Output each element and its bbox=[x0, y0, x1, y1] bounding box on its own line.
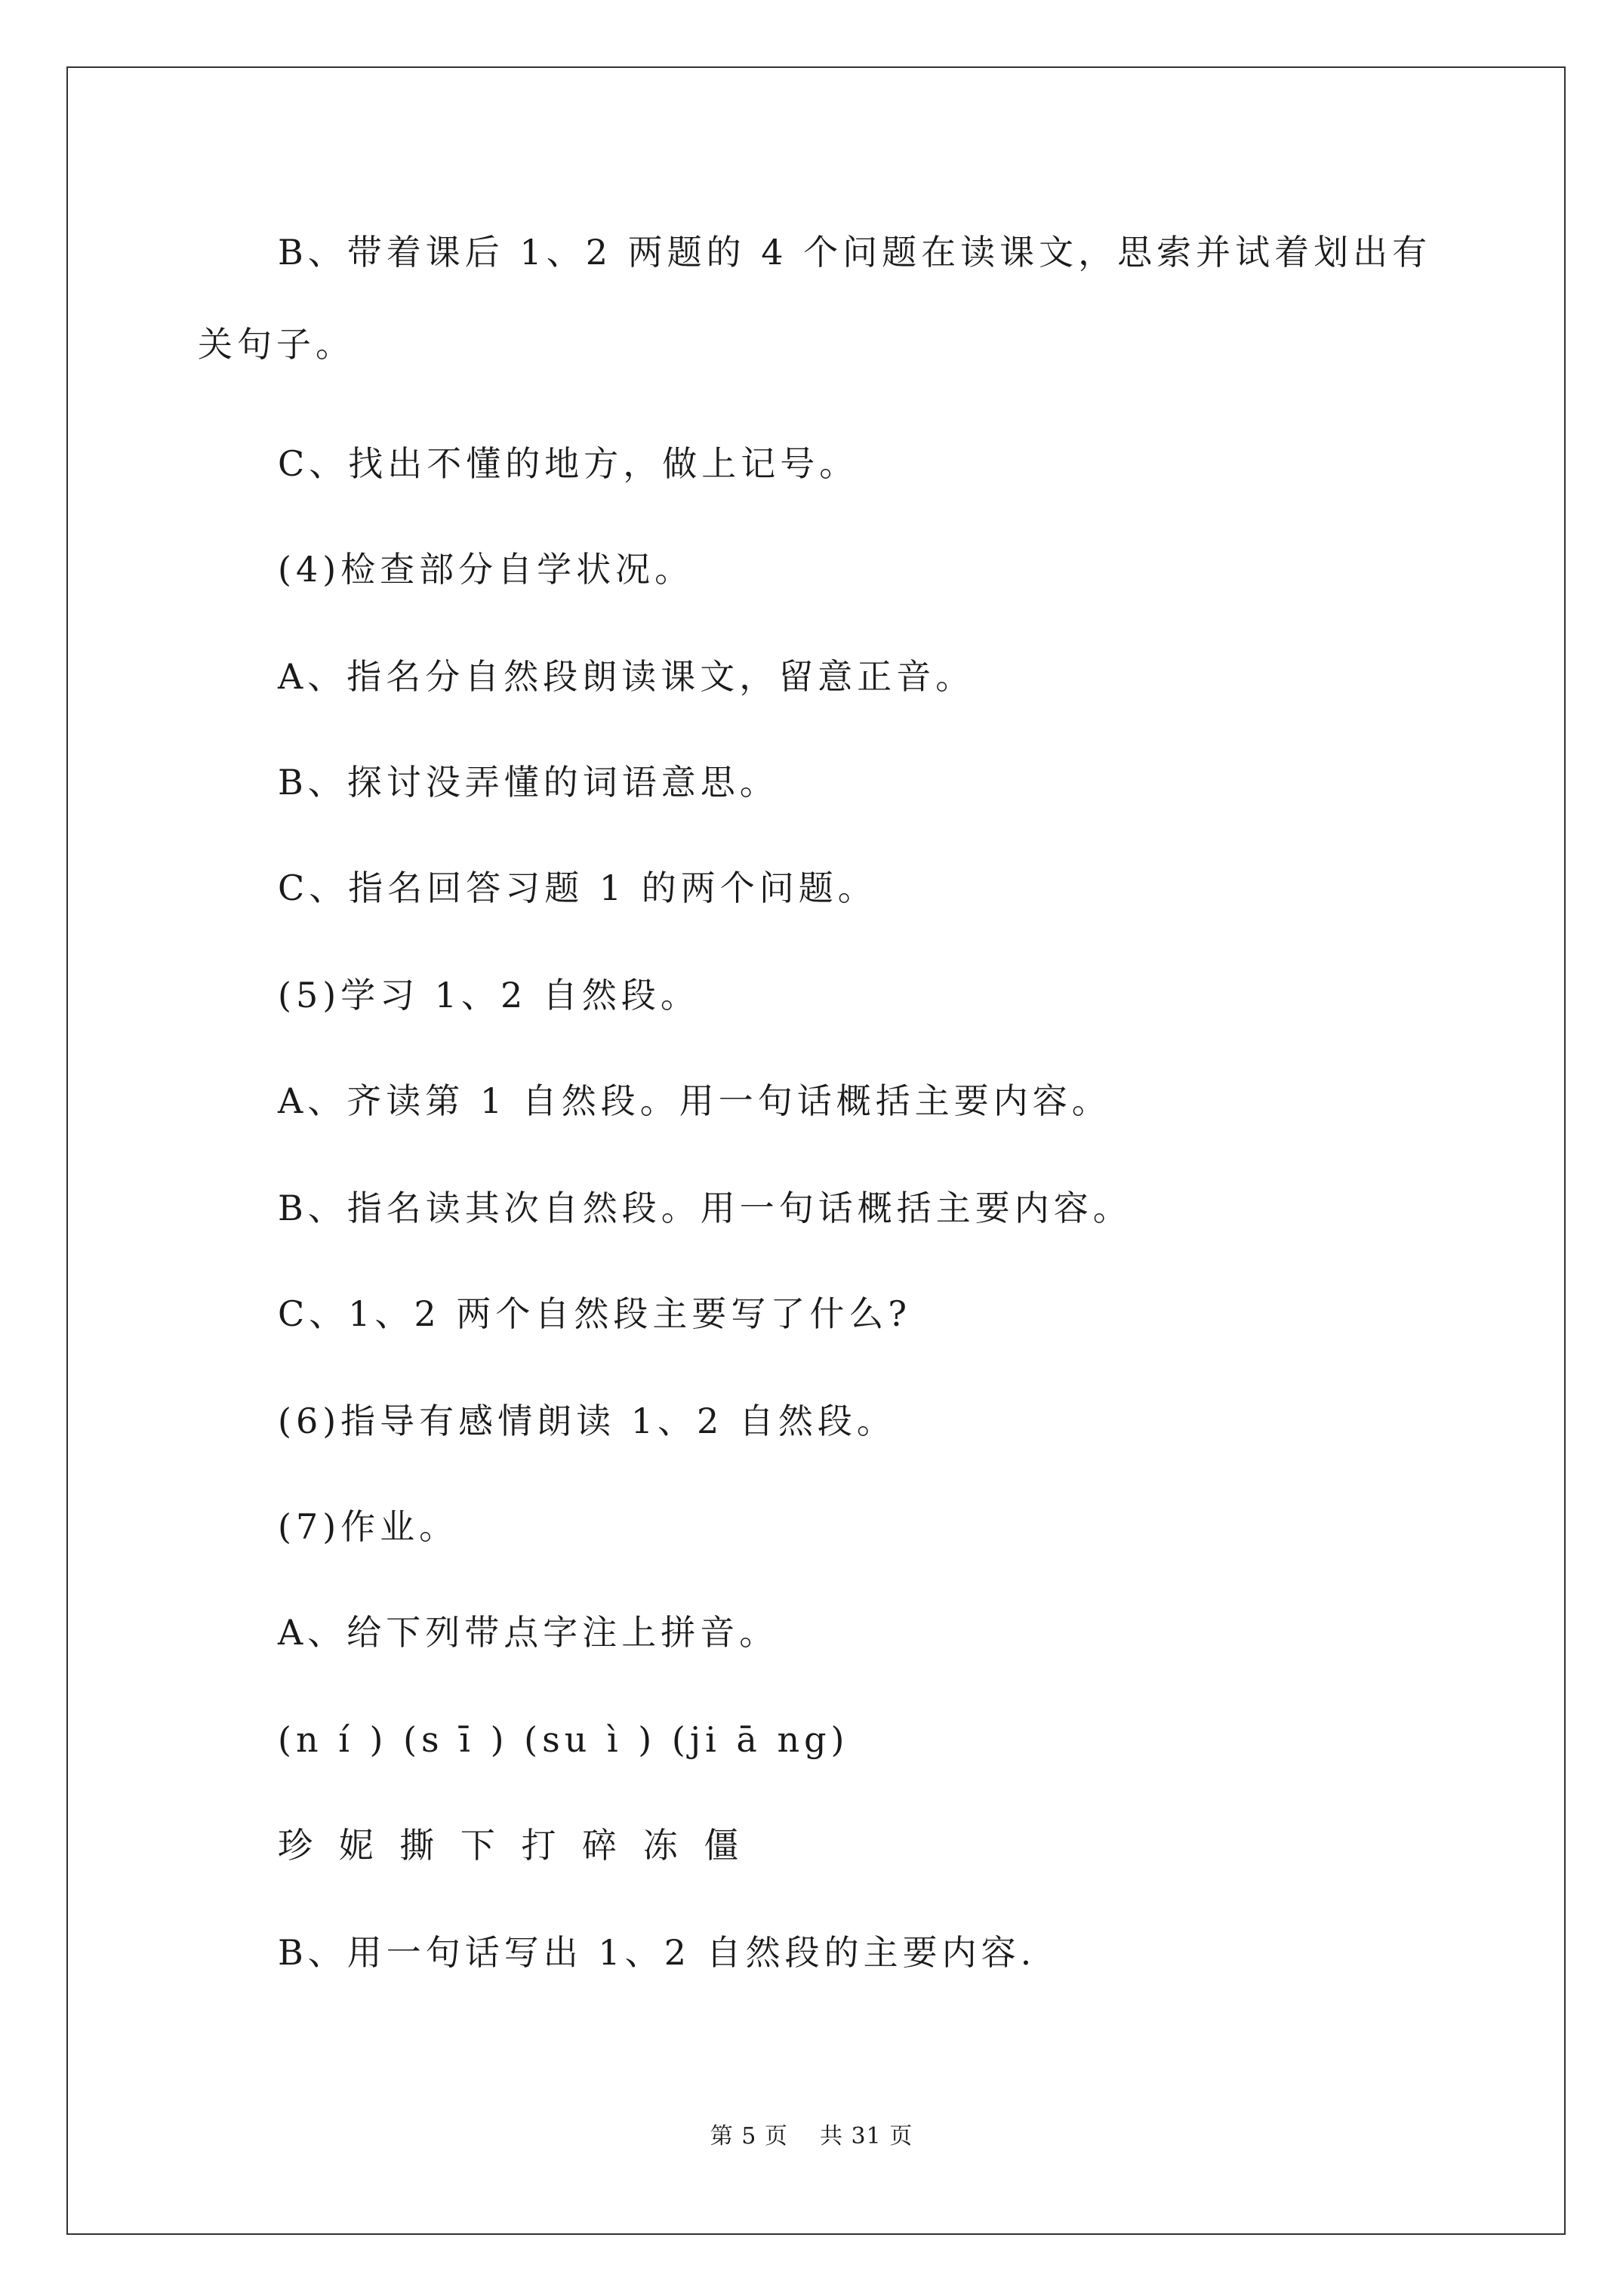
character-line: 珍 妮 撕 下 打 碎 冻 僵 bbox=[278, 1825, 747, 1866]
text-line: (5)学习 1、2 自然段。 bbox=[278, 975, 700, 1015]
text-line: A、齐读第 1 自然段。用一句话概括主要内容。 bbox=[278, 1080, 1111, 1121]
text-line: (7)作业。 bbox=[278, 1506, 459, 1547]
text-line: C、指名回答习题 1 的两个问题。 bbox=[278, 868, 877, 908]
text-line: C、1、2 两个自然段主要写了什么? bbox=[278, 1293, 912, 1334]
text-line: (4)检查部分自学状况。 bbox=[278, 549, 694, 590]
text-line: 关句子。 bbox=[198, 324, 355, 365]
text-line: B、指名读其次自然段。用一句话概括主要内容。 bbox=[278, 1188, 1132, 1228]
text-line: A、给下列带点字注上拼音。 bbox=[278, 1612, 779, 1653]
text-line: A、指名分自然段朗读课文，留意正音。 bbox=[278, 656, 975, 697]
text-line: B、用一句话写出 1、2 自然段的主要内容. bbox=[278, 1932, 1036, 1973]
text-line: (6)指导有感情朗读 1、2 自然段。 bbox=[278, 1401, 896, 1441]
text-line: C、找出不懂的地方，做上记号。 bbox=[278, 443, 859, 484]
pinyin-line: (n í ) (s ī ) (su ì ) (ji ā ng) bbox=[278, 1719, 849, 1760]
page-number-footer: 第 5 页 共 31 页 bbox=[710, 2123, 913, 2150]
text-line: B、带着课后 1、2 两题的 4 个问题在读课文，思索并试着划出有 bbox=[278, 232, 1432, 273]
text-line: B、探讨没弄懂的词语意思。 bbox=[278, 762, 779, 803]
